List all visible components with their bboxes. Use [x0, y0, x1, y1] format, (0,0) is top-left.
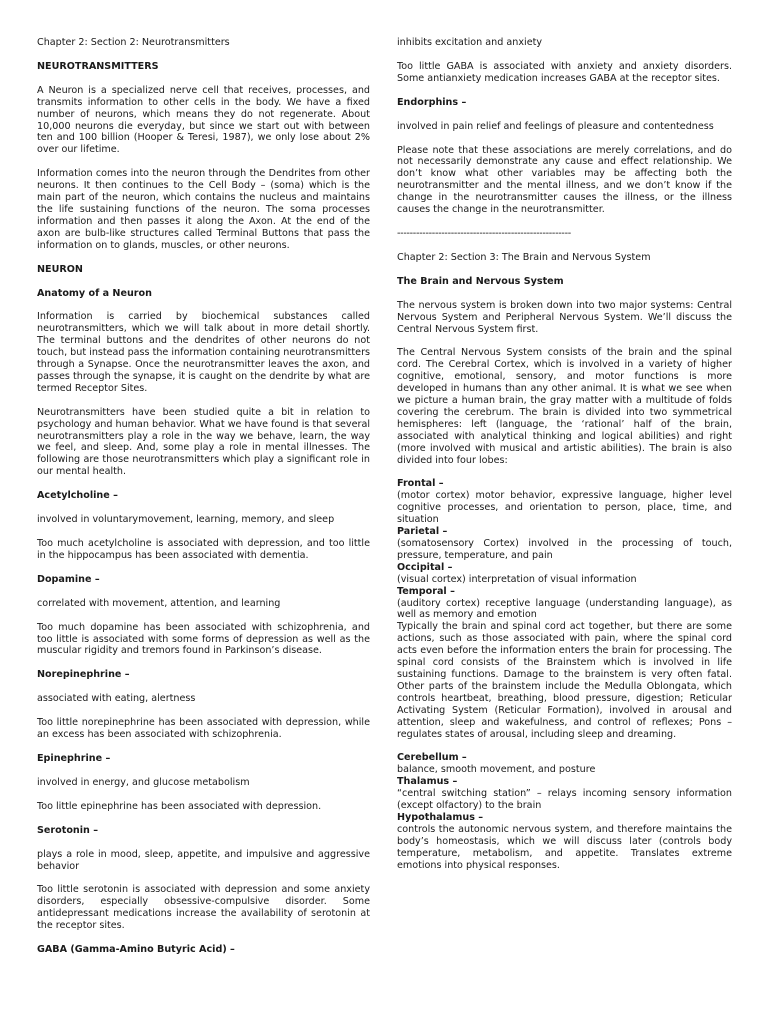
occipital-text: (visual cortex) interpretation of visual information — [397, 573, 637, 585]
brainstem-paragraph: Typically the brain and spinal cord act together, but there are some actions, such as those associated with pain, where the spinal cord acts even before the information enters the brain for processing. The spinal cord consists of the Brainstem which is involved in life sustaining functions. Damage to the brainstem is very often fatal. Other parts of the brainstem include the Medulla Oblongata, which controls heartbeat, breathing, blood pressure, digestion; Reticular Activating System (Reticular Formation), involved in arousal and attention, sleep and wakefulness, and control of reflexes; Pons – regulates states of arousal, including sleep and dreaming. — [397, 621, 732, 740]
frontal-lobe-block — [397, 478, 732, 526]
thalamus-heading: Thalamus – — [397, 776, 458, 788]
parietal-text: (somatosensory Cortex) involved in the processing of touch, pressure, temperature, and pain — [397, 538, 732, 561]
brain-nervous-system-heading: The Brain and Nervous System — [397, 275, 564, 287]
temporal-heading: Temporal – — [397, 585, 455, 597]
epinephrine-heading: Epinephrine – — [37, 752, 111, 764]
temporal-text: (auditory cortex) receptive language (understanding language), as well as memory and emotion — [397, 597, 732, 621]
cerebellum-heading: Cerebellum – — [397, 752, 467, 764]
chapter-section-heading: Chapter 2: Section 2: Neurotransmitters — [37, 37, 230, 48]
neurotransmitters-behavior-paragraph: Neurotransmitters have been studied quite a bit in relation to psychology and human behavior. What we have found is that several neurotransmitters play a role in the way we behave, learn, the way we feel, and sleep. And, some play a role in mental illnesses. The following are those neurotransmitters which play a significant role in our mental health. — [37, 406, 370, 478]
endorphins-heading: Endorphins – — [397, 96, 467, 108]
thalamus-block — [397, 776, 732, 812]
dopamine-association: Too much dopamine has been associated with schizophrenia, and too little is associated with some forms of depression as well as the muscular rigidity and tremors found in Parkinson’s disease. — [37, 621, 370, 657]
acetylcholine-heading: Acetylcholine – — [37, 490, 118, 502]
synapse-paragraph: Information is carried by biochemical substances called neurotransmitters, which we will talk about in more detail shortly. The terminal buttons and the dendrites of other neurons do not touch, but instead pass the information containing neurotransmitters through a Synapse. Once the neurotransmitter leaves the axon, and passes through the synapse, it is caught on the dendrite by what are termed Receptor Sites. — [37, 311, 371, 394]
thalamus-text: “central switching station” – relays incoming sensory information (except olfactory) to the brain — [397, 788, 732, 812]
serotonin-heading: Serotonin – — [37, 824, 99, 836]
cerebellum-block — [397, 752, 732, 776]
parietal-lobe-block — [397, 526, 732, 562]
central-nervous-system-paragraph: The Central Nervous System consists of the brain and the spinal cord. The Cerebral Cortex, which is involved in a variety of higher cognitive, emotional, sensory, and motor functions is more developed in humans than any other animal. It is what we see when we picture a human brain, the gray matter with a multitude of folds covering the cerebrum. The brain is divided into two symmetrical hemispheres: left (language, the ‘rational’ half of the brain, associated with analytical thinking and logical abilities) and right (more involved with musical and artistic abilities). The brain is also divided into four lobes: — [397, 347, 732, 466]
epinephrine-function: involved in energy, and glucose metabolism — [37, 776, 250, 788]
cerebellum-text: balance, smooth movement, and posture — [397, 764, 596, 776]
norepinephrine-function: associated with eating, alertness — [37, 693, 196, 705]
right-column — [397, 37, 732, 871]
parietal-heading: Parietal – — [397, 526, 448, 538]
serotonin-association: Too little serotonin is associated with depression and some anxiety disorders, especially obsessive-compulsive disorder. Some antidepressant medications increase the availability of serotonin at the receptor sites. — [37, 884, 370, 932]
frontal-text: (motor cortex) motor behavior, expressive language, higher level cognitive processes, and orientation to person, place, time, and situation — [397, 490, 732, 526]
hypothalamus-block — [397, 812, 732, 872]
dopamine-heading: Dopamine – — [37, 573, 100, 585]
endorphins-function: involved in pain relief and feelings of pleasure and contentedness — [397, 120, 714, 132]
norepinephrine-association: Too little norepinephrine has been associated with depression, while an excess has been associated with schizophrenia. — [37, 717, 370, 741]
acetylcholine-association: Too much acetylcholine is associated with depression, and too little in the hippocampus has been associated with dementia. — [37, 538, 370, 561]
neuron-heading: NEURON — [37, 263, 83, 275]
frontal-heading: Frontal – — [397, 478, 444, 490]
left-column — [37, 37, 370, 956]
gaba-heading: GABA (Gamma-Amino Butyric Acid) – — [37, 944, 235, 956]
gaba-function: inhibits excitation and anxiety — [397, 37, 543, 48]
hypothalamus-text: controls the autonomic nervous system, and therefore maintains the body’s homeostasis, which we will discuss later (controls body temperature, metabolism, and appetite. Translates extreme emotions into physical responses. — [397, 823, 732, 871]
neurotransmitters-title: NEUROTRANSMITTERS — [37, 60, 159, 72]
section-divider: ------------------------------------------------------- — [397, 227, 571, 239]
occipital-lobe-block — [397, 562, 732, 586]
acetylcholine-function: involved in voluntarymovement, learning, memory, and sleep — [37, 514, 335, 526]
norepinephrine-heading: Norepinephrine – — [37, 669, 130, 681]
serotonin-function: plays a role in mood, sleep, appetite, and impulsive and aggressive behavior — [37, 848, 370, 872]
epinephrine-association: Too little epinephrine has been associated with depression. — [37, 800, 322, 812]
temporal-lobe-block — [397, 586, 732, 622]
gaba-association: Too little GABA is associated with anxiety and anxiety disorders. Some antianxiety medication increases GABA at the receptor sites. — [397, 60, 732, 84]
neuron-information-paragraph: Information comes into the neuron through the Dendrites from other neurons. It then continues to the Cell Body – (soma) which is the main part of the neuron, which contains the nucleus and maintains the life sustaining functions of the neuron. The soma processes information and then passes it along the Axon. At the end of the axon are bulb-like structures called Terminal Buttons that pass the information on to glands, muscles, or other neurons. — [37, 168, 370, 251]
neuron-intro-paragraph: A Neuron is a specialized nerve cell that receives, processes, and transmits information to other cells in the body. We have a fixed number of neurons, which means they do not regenerate. About 10,000 neurons die everyday, but since we start out with between ten and 100 billion (Hooper & Teresi, 1987), we only lose about 2% over our lifetime. — [37, 84, 370, 156]
nervous-system-intro-paragraph: The nervous system is broken down into two major systems: Central Nervous System and Peripheral Nervous System. We’ll discuss the Central Nervous System first. — [397, 299, 732, 335]
correlation-note-paragraph: Please note that these associations are merely correlations, and do not necessarily demonstrate any cause and effect relationship. We don’t know what other variables may be affecting both the neurotransmitter and the mental illness, and we don’t know if the change in the neurotransmitter causes the illness, or the illness causes the change in the neurotransmitter. — [397, 144, 732, 216]
anatomy-heading: Anatomy of a Neuron — [37, 287, 152, 299]
occipital-heading: Occipital – — [397, 561, 453, 573]
chapter-section-3-heading: Chapter 2: Section 3: The Brain and Nervous System — [397, 251, 651, 263]
dopamine-function: correlated with movement, attention, and learning — [37, 597, 281, 609]
hypothalamus-heading: Hypothalamus – — [397, 811, 484, 823]
